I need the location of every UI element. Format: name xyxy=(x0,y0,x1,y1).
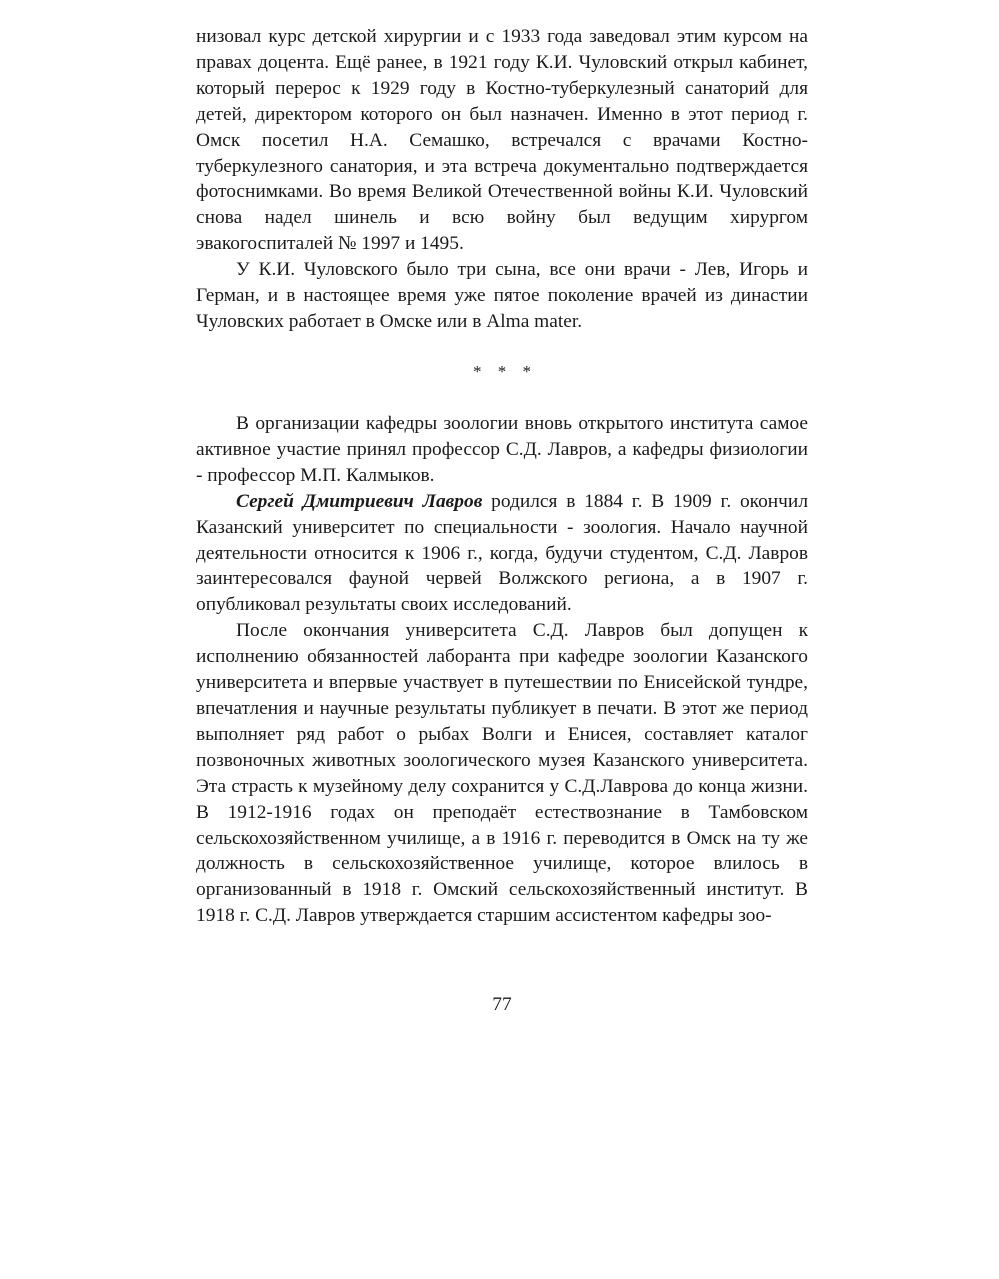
paragraph-lavrov-biography xyxy=(196,489,808,619)
paragraph-chulovsky-sons: У К.И. Чуловского было три сына, все они врачи - Лев, Игорь и Герман, и в настоящее время уже пятое поколение врачей из династии Чуловских работает в Омске или в Alma mater. xyxy=(196,259,808,332)
paragraph-lavrov-biography-text: родился в 1884 г. В 1909 г. окончил Казанский университет по специальности - зоология. Начало научной деятельности относится к 1906 г., когда, будучи студентом, С.Д. Лавров заинтересовался фауной червей Волжского региона, а в 1907 г. опубликовал результаты своих исследований. xyxy=(196,490,808,616)
asterisk-separator: * * * xyxy=(473,362,537,381)
person-name-lavrov: Сергей Дмитриевич Лавров xyxy=(236,490,483,512)
paragraph-chulovsky-career: низовал курс детской хирургии и с 1933 года заведовал этим курсом на правах доцента. Ещё ранее, в 1921 году К.И. Чуловский открыл кабинет, который перерос к 1929 году в Костно-туберкулезный санаторий для детей, директором которого он был назначен. Именно в этот период г. Омск посетил Н.А. Семашко, встречался с врачами Костно-туберкулезного санатория, и эта встреча документально подтверждается фотоснимками. Во время Великой Отечественной войны К.И. Чуловский снова надел шинель и всю войну был ведущим хирургом эвакогоспиталей № 1997 и 1495. xyxy=(196,26,808,255)
paragraph-department-organization: В организации кафедры зоологии вновь открытого института самое активное участие принял профессор С.Д. Лавров, а кафедры физиологии - профессор М.П. Калмыков. xyxy=(196,413,808,486)
page-number: 77 xyxy=(492,994,512,1015)
top-text-section xyxy=(196,24,808,335)
section-separator xyxy=(196,362,808,382)
bottom-text-section xyxy=(196,411,808,929)
paragraph-lavrov-career: После окончания университета С.Д. Лавров был допущен к исполнению обязанностей лаборанта при кафедре зоологии Казанского университета и впервые участвует в путешествии по Енисейской тундре, впечатления и научные результаты публикует в печати. В этот же период выполняет ряд работ о рыбах Волги и Енисея, составляет каталог позвоночных животных зоологического музея Казанского университета. Эта страсть к музейному делу сохранится у С.Д.Лаврова до конца жизни. В 1912-1916 годах он преподаёт естествознание в Тамбовском сельскохозяйственном училище, а в 1916 г. переводится в Омск на ту же должность в сельскохозяйственное училище, которое влилось в организованный в 1918 г. Омский сельскохозяйственный институт. В 1918 г. С.Д. Лавров утверждается старшим ассистентом кафедры зоо- xyxy=(196,620,808,927)
